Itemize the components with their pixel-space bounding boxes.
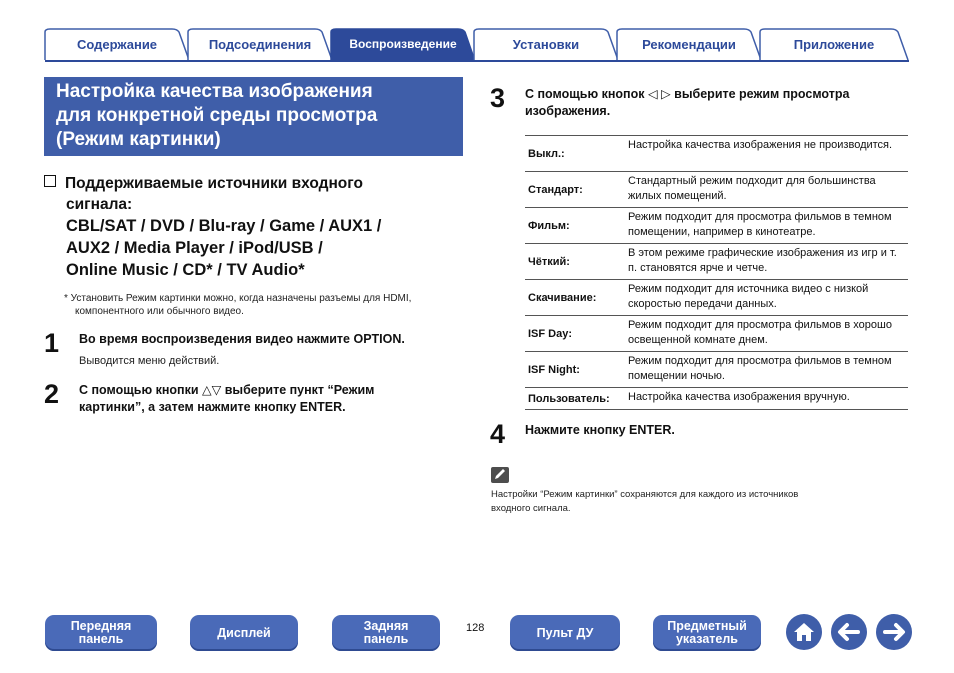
title-line-2: для конкретной среды просмотра	[56, 105, 378, 126]
mode-description: Режим подходит для просмотра фильмов в темном помещении ночью.	[628, 355, 892, 382]
mode-description: В этом режиме графические изображения из игр и т. п. становятся ярче и четче.	[628, 247, 897, 274]
mode-name: ISF Night:	[528, 363, 580, 376]
step-3-number: 3	[490, 83, 506, 113]
back-arrow-icon[interactable]	[831, 614, 867, 650]
page-number: 128	[466, 622, 485, 634]
footnote-line-2: компонентного или обычного видео.	[75, 306, 244, 317]
step-3-instruction	[525, 86, 849, 120]
rear-panel-button[interactable]	[332, 615, 440, 651]
step-2-instruction	[79, 382, 374, 416]
tab-playback-label: Воспроизведение	[349, 37, 457, 51]
display-button[interactable]	[190, 615, 298, 651]
supported-sources-heading	[44, 173, 474, 215]
title-line-1: Настройка качества изображения	[56, 81, 373, 102]
table-row	[525, 171, 908, 207]
tab-contents-label: Содержание	[76, 36, 158, 52]
mode-name: Скачивание:	[528, 291, 597, 304]
mode-name: Выкл.:	[528, 147, 565, 160]
mode-description: Режим подходит для источника видео с низкой скоростью передачи данных.	[628, 283, 869, 310]
remote-control-button[interactable]	[510, 615, 620, 651]
picture-mode-table	[525, 135, 908, 410]
mode-name: Пользователь:	[528, 392, 610, 405]
title-line-3: (Режим картинки)	[56, 129, 221, 150]
step-2-line-1: С помощью кнопки △▽ выберите пункт “Режим	[79, 383, 375, 397]
step-2-line-2: картинки”, а затем нажмите кнопку ENTER.	[79, 400, 346, 414]
table-row	[525, 243, 908, 279]
tab-tips-label: Рекомендации	[642, 36, 736, 52]
mode-name: ISF Day:	[528, 327, 573, 340]
table-row	[525, 279, 908, 315]
checkbox-bullet-icon	[44, 175, 56, 187]
table-row	[525, 387, 908, 410]
tab-tips[interactable]	[616, 28, 762, 60]
tab-contents[interactable]	[44, 28, 190, 60]
index-button[interactable]	[653, 615, 761, 651]
mode-description: Настройка качества изображения вручную.	[628, 391, 850, 403]
tab-appendix-label: Приложение	[793, 36, 875, 52]
tab-connections-label: Подсоединения	[208, 36, 312, 52]
tab-settings-label: Установки	[512, 36, 580, 52]
supported-sources-list	[66, 215, 486, 281]
index-label-1: Предметный	[667, 619, 747, 633]
mode-description: Режим подходит для просмотра фильмов в хорошо освещенной комнате днем.	[628, 319, 892, 346]
front-panel-label-1: Передняя	[70, 619, 132, 633]
sources-heading-line-1: Поддерживаемые источники входного	[65, 175, 363, 192]
tab-underline	[45, 60, 909, 62]
step-3-line-2: изображения.	[525, 104, 611, 118]
section-title-block	[44, 77, 463, 156]
sources-heading-line-2: сигнала:	[66, 196, 133, 213]
step-1-result: Выводится меню действий.	[79, 355, 220, 367]
pencil-icon	[491, 467, 509, 483]
note-line-1: Настройки “Режим картинки” сохраняются для каждого из источников	[491, 489, 799, 500]
mode-name: Фильм:	[528, 219, 570, 232]
mode-description: Стандартный режим подходит для большинства жилых помещений.	[628, 175, 876, 202]
remote-label: Пульт ДУ	[536, 625, 594, 640]
front-panel-button[interactable]	[45, 615, 157, 651]
table-row	[525, 135, 908, 171]
tab-settings[interactable]	[473, 28, 619, 60]
sources-footnote	[64, 292, 474, 318]
sources-line-1: CBL/SAT / DVD / Blu-ray / Game / AUX1 /	[66, 217, 382, 235]
tab-playback[interactable]	[330, 28, 476, 60]
step-3-line-1: С помощью кнопок ◁ ▷ выберите режим просмотра	[525, 87, 850, 101]
tab-connections[interactable]	[187, 28, 333, 60]
mode-name: Стандарт:	[528, 183, 583, 196]
table-row	[525, 207, 908, 243]
step-2-number: 2	[44, 379, 60, 409]
forward-arrow-icon[interactable]	[876, 614, 912, 650]
section-title	[56, 80, 455, 152]
table-row	[525, 351, 908, 387]
mode-name: Чёткий:	[528, 255, 570, 268]
step-4-instruction: Нажмите кнопку ENTER.	[525, 423, 675, 437]
note-line-2: входного сигнала.	[491, 502, 571, 514]
note-text	[491, 488, 891, 515]
step-1-instruction: Во время воспроизведения видео нажмите OPTION.	[79, 332, 405, 346]
rear-panel-label-1: Задняя	[363, 619, 409, 633]
sources-line-2: AUX2 / Media Player / iPod/USB /	[66, 239, 323, 257]
mode-description: Режим подходит для просмотра фильмов в темном помещении, например в кинотеатре.	[628, 211, 892, 238]
step-4-number: 4	[490, 419, 506, 449]
footnote-line-1: * Установить Режим картинки можно, когда назначены разъемы для HDMI,	[64, 293, 412, 304]
table-row	[525, 315, 908, 351]
mode-description: Настройка качества изображения не производится.	[628, 139, 893, 151]
front-panel-label-2: панель	[78, 632, 124, 646]
index-label-2: указатель	[675, 632, 738, 646]
display-label: Дисплей	[217, 625, 271, 640]
home-icon[interactable]	[786, 614, 822, 650]
tab-appendix[interactable]	[759, 28, 909, 60]
top-tab-bar	[0, 0, 954, 62]
step-1-number: 1	[44, 328, 60, 358]
sources-line-3: Online Music / CD* / TV Audio*	[66, 261, 305, 279]
rear-panel-label-2: панель	[363, 632, 409, 646]
